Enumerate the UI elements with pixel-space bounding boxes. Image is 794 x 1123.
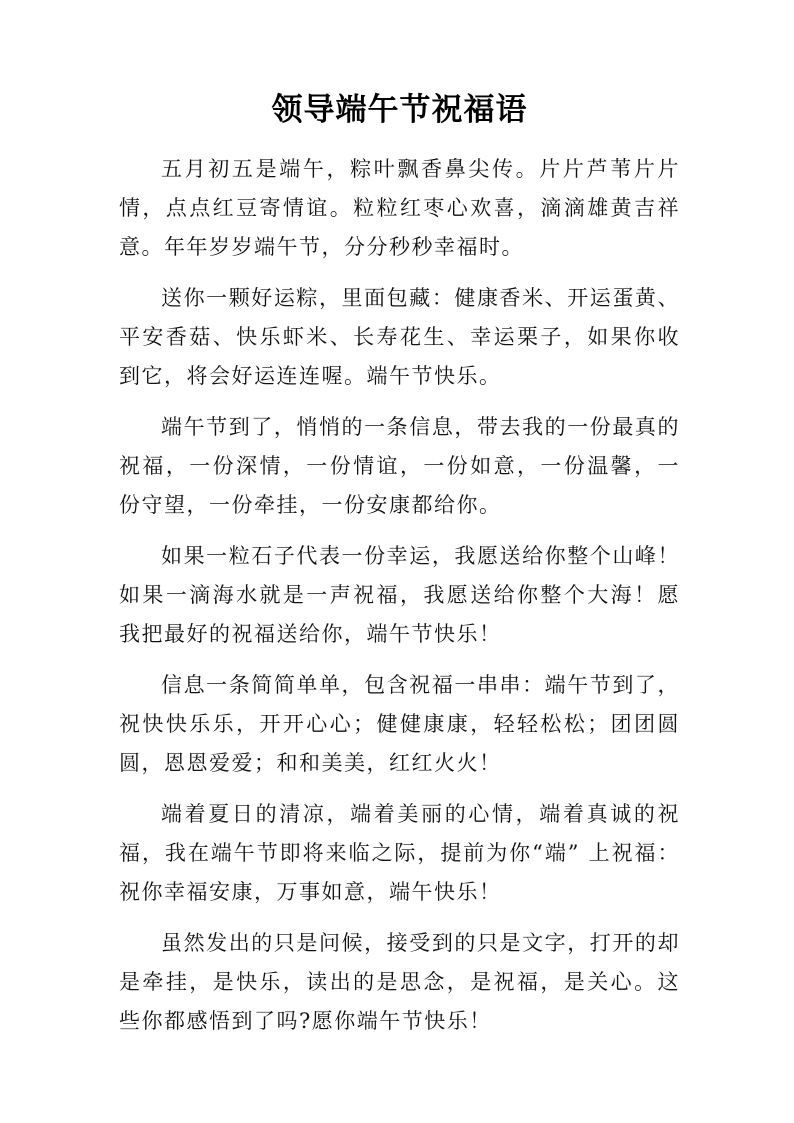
paragraph-3: 端午节到了，悄悄的一条信息，带去我的一份最真的祝福，一份深情，一份情谊，一份如意，一份温馨，一份守望，一份牵挂，一份安康都给你。 xyxy=(119,415,680,517)
document-title: 领导端午节祝福语 xyxy=(271,92,528,128)
paragraph-4: 如果一粒石子代表一份幸运，我愿送给你整个山峰！如果一滴海水就是一声祝福，我愿送给你整个大海！愿我把最好的祝福送给你，端午节快乐！ xyxy=(119,544,680,646)
paragraph-5: 信息一条简简单单，包含祝福一串串：端午节到了，祝快快乐乐，开开心心；健健康康，轻轻松松；团团圆圆，恩恩爱爱；和和美美，红红火火！ xyxy=(119,673,680,775)
paragraph-7: 虽然发出的只是问候，接受到的只是文字，打开的却是牵挂，是快乐，读出的是思念，是祝福，是关心。这些你都感悟到了吗?愿你端午节快乐！ xyxy=(119,931,680,1033)
paragraph-2: 送你一颗好运粽，里面包藏：健康香米、开运蛋黄、平安香菇、快乐虾米、长寿花生、幸运栗子，如果你收到它，将会好运连连喔。端午节快乐。 xyxy=(119,286,680,388)
paragraph-6: 端着夏日的清凉，端着美丽的心情，端着真诚的祝福，我在端午节即将来临之际，提前为你“端” 上祝福：祝你幸福安康，万事如意，端午快乐！ xyxy=(119,802,680,904)
paragraph-1: 五月初五是端午，粽叶飘香鼻尖传。片片芦苇片片情，点点红豆寄情谊。粒粒红枣心欢喜，滴滴雄黄吉祥意。年年岁岁端午节，分分秒秒幸福时。 xyxy=(119,157,680,259)
